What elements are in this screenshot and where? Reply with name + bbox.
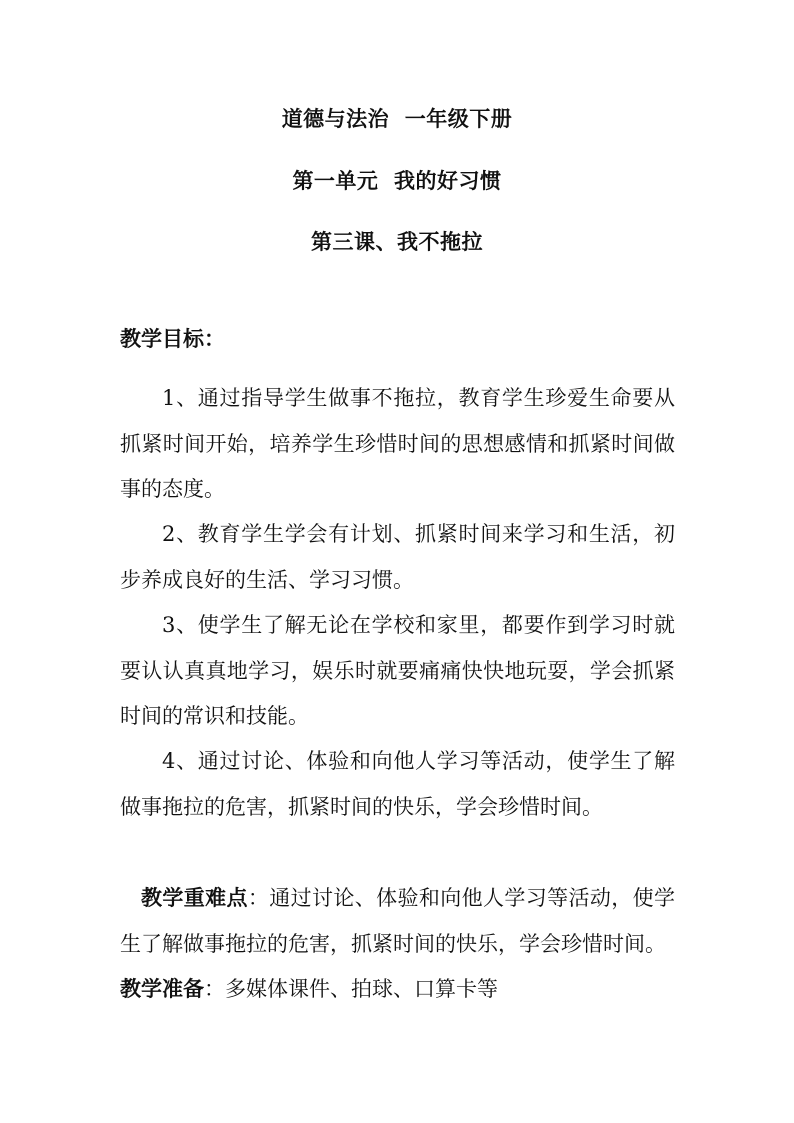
objective-item-1: 1、通过指导学生做事不拖拉，教育学生珍爱生命要从抓紧时间开始，培养学生珍惜时间的思想感情和抓紧时间做事的态度。	[120, 386, 675, 501]
objective-item-2: 2、教育学生学会有计划、抓紧时间来学习和生活，初步养成良好的生活、学习习惯。	[120, 522, 675, 592]
key-points-text: ：通过讨论、体验和向他人学习等活动，使学生了解做事拖拉的危害，抓紧时间的快乐，学会珍惜时间。	[120, 886, 675, 956]
document-title: 道德与法治 一年级下册	[281, 106, 513, 131]
objective-item-4: 4、通过讨论、体验和向他人学习等活动，使学生了解做事拖拉的危害，抓紧时间的快乐，学会珍惜时间。	[120, 749, 675, 819]
key-points-paragraph	[120, 875, 675, 967]
unit-title: 第一单元 我的好习惯	[292, 168, 502, 193]
objective-item-3: 3、使学生了解无论在学校和家里，都要作到学习时就要认认真真地学习，娱乐时就要痛痛快快地玩耍，学会抓紧时间的常识和技能。	[120, 613, 675, 728]
preparation-paragraph	[120, 966, 675, 1013]
preparation-text: ：多媒体课件、拍球、口算卡等	[204, 977, 498, 1001]
preparation-label: 教学准备	[120, 976, 204, 1001]
key-points-label: 教学重难点	[141, 885, 248, 910]
lesson-title: 第三课、我不拖拉	[311, 229, 483, 254]
objectives-heading: 教学目标：	[120, 326, 225, 351]
